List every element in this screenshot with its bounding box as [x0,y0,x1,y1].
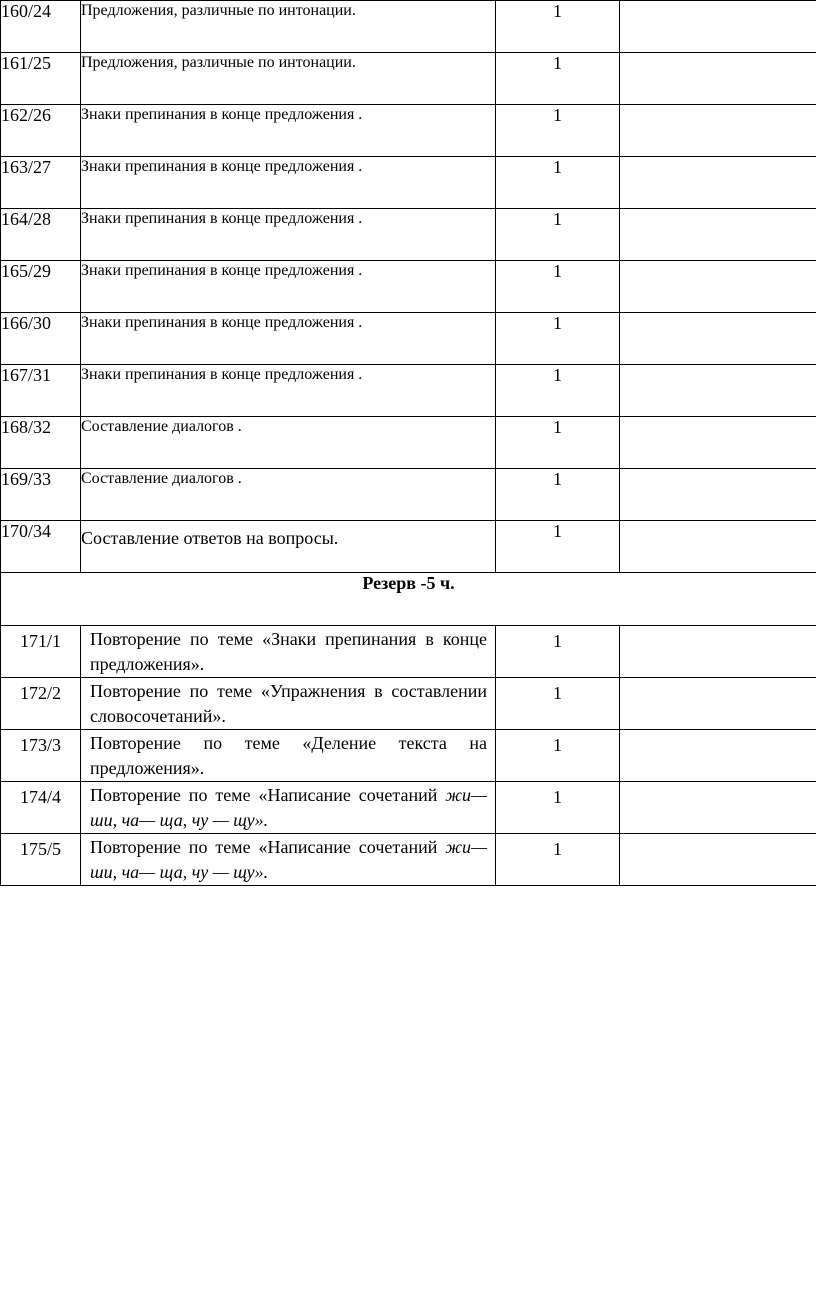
lesson-topic-text: Повторение по теме «Написание сочетаний [90,785,446,805]
lesson-topic: Знаки препинания в конце предложения . [81,209,496,261]
lesson-date-cell [620,261,816,313]
lesson-hours: 1 [496,678,620,730]
lesson-topic [81,730,496,782]
lesson-topic: Составление диалогов . [81,469,496,521]
lesson-number: 169/33 [1,469,81,521]
lesson-topic-italic: жи— ши, ча— ща, чу — щу». [90,785,487,830]
lesson-topic: Знаки препинания в конце предложения . [81,261,496,313]
lesson-number: 165/29 [1,261,81,313]
lesson-number: 161/25 [1,53,81,105]
table-row [1,1,816,53]
lesson-topic: Предложения, различные по интонации. [81,53,496,105]
lesson-number: 164/28 [1,209,81,261]
lesson-hours: 1 [496,417,620,469]
lesson-number: 174/4 [1,782,81,834]
lesson-date-cell [620,53,816,105]
table-row [1,209,816,261]
lesson-date-cell [620,365,816,417]
lesson-date-cell [620,105,816,157]
table-row [1,157,816,209]
lesson-hours: 1 [496,261,620,313]
table-row [1,834,816,886]
table-row [1,626,816,678]
table-row [1,261,816,313]
lesson-hours: 1 [496,782,620,834]
lesson-topic: Составление ответов на вопросы. [81,521,496,573]
table-row [1,678,816,730]
lesson-topic: Составление диалогов . [81,417,496,469]
lesson-date-cell [620,834,816,886]
lesson-date-cell [620,1,816,53]
lesson-hours: 1 [496,469,620,521]
table-row [1,469,816,521]
lesson-hours: 1 [496,365,620,417]
lesson-topic [81,782,496,834]
lesson-number: 170/34 [1,521,81,573]
lesson-number: 160/24 [1,1,81,53]
lesson-topic: Знаки препинания в конце предложения . [81,313,496,365]
lesson-number: 171/1 [1,626,81,678]
table-row [1,105,816,157]
lesson-date-cell [620,730,816,782]
section-title: Резерв -5 ч. [1,573,816,626]
table-row [1,313,816,365]
lesson-date-cell [620,782,816,834]
lesson-topic: Предложения, различные по интонации. [81,1,496,53]
lesson-topic [81,678,496,730]
lesson-hours: 1 [496,730,620,782]
lesson-hours: 1 [496,105,620,157]
lesson-number: 163/27 [1,157,81,209]
lesson-hours: 1 [496,209,620,261]
table-row [1,521,816,573]
lesson-number: 175/5 [1,834,81,886]
lesson-hours: 1 [496,834,620,886]
lesson-topic: Знаки препинания в конце предложения . [81,105,496,157]
lesson-date-cell [620,313,816,365]
lesson-topic-text: Повторение по теме «Деление текста на предложения». [90,733,487,778]
lesson-topic-italic: жи— ши, ча— ща, чу — щу». [90,837,487,882]
lesson-topic [81,626,496,678]
lesson-number: 166/30 [1,313,81,365]
lesson-hours: 1 [496,626,620,678]
lesson-date-cell [620,469,816,521]
lesson-number: 162/26 [1,105,81,157]
lesson-hours: 1 [496,313,620,365]
lesson-date-cell [620,209,816,261]
lesson-number: 173/3 [1,730,81,782]
lesson-date-cell [620,521,816,573]
lesson-topic-text: Повторение по теме «Упражнения в составлении словосочетаний». [90,681,487,726]
table-row [1,365,816,417]
lesson-hours: 1 [496,521,620,573]
table-row [1,782,816,834]
table-row [1,417,816,469]
lesson-date-cell [620,678,816,730]
table-row [1,53,816,105]
lesson-topic-text: Повторение по теме «Написание сочетаний [90,837,446,857]
table-row [1,730,816,782]
lesson-date-cell [620,626,816,678]
lesson-date-cell [620,417,816,469]
lesson-topic: Знаки препинания в конце предложения . [81,365,496,417]
lesson-number: 167/31 [1,365,81,417]
lesson-date-cell [620,157,816,209]
lesson-number: 172/2 [1,678,81,730]
lesson-hours: 1 [496,157,620,209]
lesson-topic [81,834,496,886]
lesson-hours: 1 [496,1,620,53]
lesson-topic: Знаки препинания в конце предложения . [81,157,496,209]
section-row [1,573,816,626]
lesson-hours: 1 [496,53,620,105]
lesson-topic-text: Повторение по теме «Знаки препинания в конце предложения». [90,629,487,674]
lesson-number: 168/32 [1,417,81,469]
